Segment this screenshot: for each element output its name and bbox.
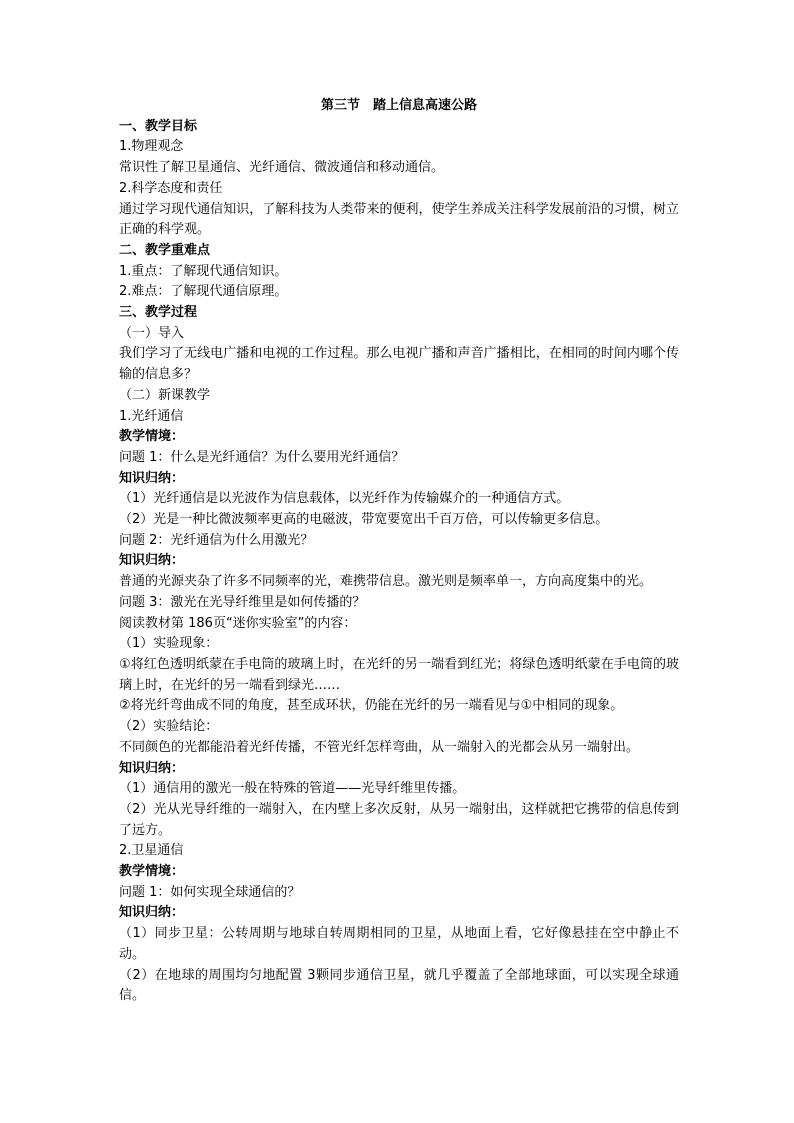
paragraph-line: （2）光是一种比微波频率更高的电磁波，带宽要宽出千百万倍，可以传输更多信息。 <box>119 512 609 528</box>
paragraph-line: 问题 2：光纤通信为什么用激光？ <box>119 532 314 548</box>
paragraph-line: 2.科学态度和责任 <box>119 180 223 196</box>
page-title: 第三节 踏上信息高速公路 <box>320 98 477 113</box>
section-heading: 知识归纳： <box>119 470 185 486</box>
paragraph-line: 问题 1：如何实现全球通信的？ <box>119 884 301 900</box>
paragraph-line: （1）实验现象： <box>119 636 219 652</box>
document-body <box>119 117 679 1007</box>
paragraph-line: 1.物理观念 <box>119 139 184 155</box>
section-heading: 二、教学重难点 <box>119 242 211 258</box>
paragraph-line: 2.卫星通信 <box>119 843 184 859</box>
section-heading: 教学情境： <box>119 429 185 445</box>
paragraph-line: 1.重点：了解现代通信知识。 <box>119 263 288 279</box>
paragraph-line: （一）导入 <box>119 325 185 341</box>
paragraph-line: （2）光从光导纤维的一端射入，在内壁上多次反射，从另一端射出，这样就把它携带的信息传到了远方。 <box>119 801 679 838</box>
document-page <box>119 96 679 1007</box>
paragraph-line: （2）实验结论： <box>119 719 219 735</box>
paragraph-line: （1）同步卫星：公转周期与地球自转周期相同的卫星，从地面上看，它好像悬挂在空中静止不动。 <box>119 926 679 962</box>
paragraph-line: （1）光纤通信是以光波作为信息载体，以光纤作为传输媒介的一种通信方式。 <box>119 491 570 507</box>
paragraph-line: 常识性了解卫星通信、光纤通信、微波通信和移动通信。 <box>119 160 445 176</box>
paragraph-line: 通过学习现代通信知识，了解科技为人类带来的便利，使学生养成关注科学发展前沿的习惯，树立正确的科学观。 <box>119 201 679 238</box>
paragraph-line: （2）在地球的周围均匀地配置 3颗同步通信卫星，就几乎覆盖了全部地球面，可以实现全球通信。 <box>119 967 679 1004</box>
section-heading: 知识归纳： <box>119 760 185 776</box>
section-heading: 知识归纳： <box>119 553 185 569</box>
paragraph-line: ①将红色透明纸蒙在手电筒的玻璃上时，在光纤的另一端看到红光；将绿色透明纸蒙在手电筒的玻璃上时，在光纤的另一端看到绿光…… <box>119 656 679 693</box>
paragraph-line: （1）通信用的激光一般在特殊的管道——光导纤维里传播。 <box>119 781 466 797</box>
paragraph-line: 普通的光源夹杂了许多不同频率的光，难携带信息。激光则是频率单一，方向高度集中的光。 <box>119 574 653 590</box>
paragraph-line: 阅读教材第 186页“迷你实验室”的内容： <box>119 615 357 631</box>
section-heading: 知识归纳： <box>119 905 185 921</box>
paragraph-line: 我们学习了无线电广播和电视的工作过程。那么电视广播和声音广播相比，在相同的时间内哪个传输的信息多？ <box>119 346 679 383</box>
paragraph-line: 不同颜色的光都能沿着光纤传播，不管光纤怎样弯曲，从一端射入的光都会从另一端射出。 <box>119 739 640 755</box>
paragraph-line: 问题 3：激光在光导纤维里是如何传播的？ <box>119 594 366 610</box>
paragraph-line: （二）新课教学 <box>119 387 211 403</box>
paragraph-line: ②将光纤弯曲成不同的角度，甚至成环状，仍能在光纤的另一端看见与①中相同的现象。 <box>119 698 624 714</box>
section-heading: 一、教学目标 <box>119 118 198 134</box>
paragraph-line: 1.光纤通信 <box>119 408 184 424</box>
section-heading: 教学情境： <box>119 864 185 880</box>
section-heading: 三、教学过程 <box>119 305 198 321</box>
paragraph-line: 2.难点：了解现代通信原理。 <box>119 284 288 300</box>
paragraph-line: 问题 1：什么是光纤通信？为什么要用光纤通信？ <box>119 449 405 465</box>
